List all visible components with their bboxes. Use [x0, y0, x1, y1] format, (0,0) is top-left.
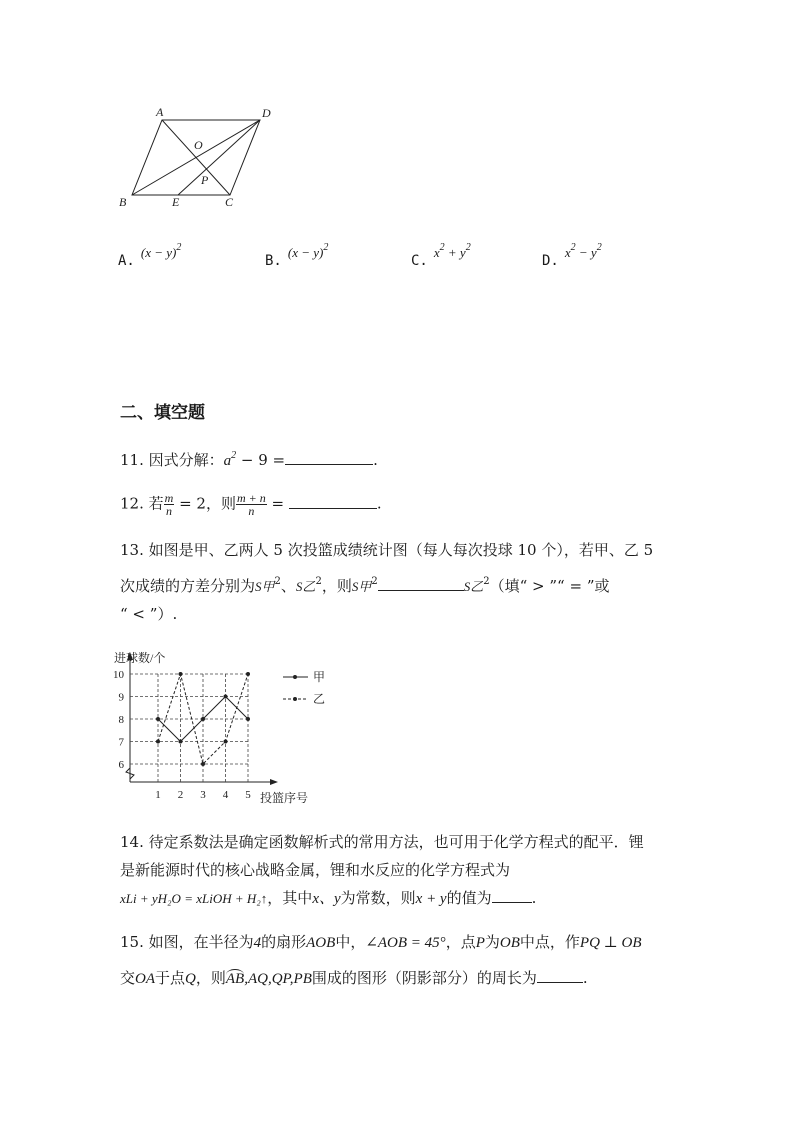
answer-blank-14[interactable] [492, 888, 532, 903]
question-12: 12. 若 $\frac{m}{n}$ = 2，则 $\frac{m + n}{n}$ = . [120, 491, 382, 518]
question-14-line3: xLi + yH₂O = xLiOH + H₂↑，其中x、y为常数，则x + y的值为 . [120, 889, 537, 907]
data-point-yi [179, 672, 183, 676]
y-tick-label: 7 [118, 736, 124, 749]
data-point-yi [156, 740, 160, 744]
shooting-score-chart [110, 642, 350, 812]
data-point-jia [179, 740, 183, 744]
choice-c[interactable] [411, 242, 471, 269]
x-tick-label: 1 [155, 789, 161, 801]
choice-letter: B. [265, 253, 282, 269]
choice-letter: D. [542, 253, 559, 269]
data-point-jia [201, 717, 205, 721]
answer-blank-12[interactable] [289, 494, 377, 509]
question-13-line2: 次成绩的方差分别为S甲$^2$、S乙$^2$，则S甲$^2$ S乙$^2$（填“ > ”“ = ”或 [120, 576, 610, 595]
legend-marker [293, 697, 297, 701]
question-13-line1: 13. 如图是甲、乙两人 5 次投篮成绩统计图（每人每次投球 10 个），若甲、乙 5 [120, 541, 654, 559]
choice-expr: $x^2 + y^2$ [433, 242, 471, 260]
question-13-line3: “ < ”）. [120, 605, 178, 623]
x-axis-label: 投篮序号 [260, 791, 309, 805]
legend-label: 乙 [313, 692, 326, 706]
x-tick-label: 5 [245, 789, 251, 801]
label-d: D [262, 106, 271, 120]
y-tick-label: 6 [118, 759, 124, 771]
y-tick-label: 10 [113, 669, 124, 681]
x-tick-label: 4 [222, 789, 229, 801]
question-11: 11. 因式分解：$a^2 - 9$ = . [120, 450, 378, 469]
choice-letter: A. [118, 253, 135, 269]
data-point-jia [246, 717, 250, 721]
legend-marker [293, 675, 297, 679]
answer-blank-11[interactable] [285, 450, 373, 465]
choice-expr: $x^2 - y^2$ [564, 242, 602, 260]
x-tick-label: 2 [177, 789, 184, 801]
answer-blank-13[interactable] [378, 576, 464, 591]
label-c: C [225, 195, 234, 209]
choice-a[interactable] [118, 242, 182, 269]
data-point-yi [201, 762, 205, 766]
x-axis-arrow [270, 779, 278, 785]
choice-expr: $(x - y)^2$ [140, 242, 182, 260]
diagonal-bd [132, 120, 260, 195]
label-a: A [156, 105, 164, 119]
label-b: B [119, 195, 127, 209]
question-14-line1: 14. 待定系数法是确定函数解析式的常用方法，也可用于化学方程式的配平．锂 [120, 833, 644, 851]
data-point-jia [224, 695, 228, 699]
data-point-yi [246, 672, 250, 676]
data-point-jia [156, 717, 160, 721]
label-o: O [194, 138, 203, 152]
answer-blank-15[interactable] [537, 968, 583, 983]
y-tick-label: 8 [118, 714, 124, 726]
y-tick-label: 9 [118, 691, 124, 704]
data-point-yi [224, 740, 228, 744]
label-p: P [201, 173, 209, 187]
question-15-line2: 交OA于点Q，则AB,AQ,QP,PB围成的图形（阴影部分）的周长为 . [120, 969, 588, 987]
choice-expr: $(x - y)^2$ [287, 242, 329, 260]
parallelogram-figure [110, 100, 290, 215]
label-e: E [172, 195, 180, 209]
choice-b[interactable] [265, 242, 329, 269]
y-axis-label: 进球数/个 [114, 651, 166, 665]
legend-label: 甲 [313, 670, 326, 684]
x-tick-label: 3 [200, 789, 206, 801]
section-title: 二、填空题 [120, 403, 205, 423]
segment-de [178, 120, 260, 195]
choice-d[interactable] [542, 242, 602, 269]
question-14-line2: 是新能源时代的核心战略金属，锂和水反应的化学方程式为 [120, 861, 511, 879]
question-15-line1: 15. 如图，在半径为4的扇形AOB中，∠AOB = 45°，点P为OB中点，作PQ ⊥ OB [120, 933, 642, 951]
choice-letter: C. [411, 253, 428, 269]
